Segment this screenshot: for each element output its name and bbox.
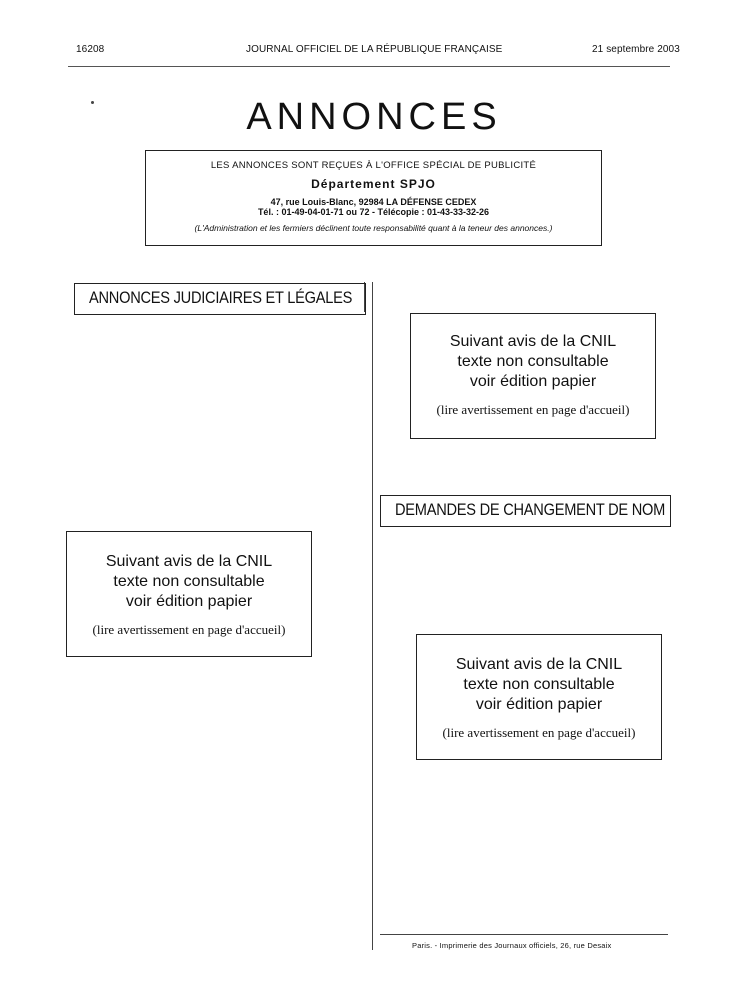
page-title: ANNONCES — [246, 96, 502, 138]
cnil-line-3: voir édition papier — [125, 593, 253, 610]
cnil-line-3: voir édition papier — [475, 696, 603, 713]
issue-date: 21 septembre 2003 — [592, 44, 680, 55]
footer-rule — [380, 934, 668, 935]
header-rule — [68, 66, 670, 67]
column-divider — [372, 282, 373, 950]
disclaimer: (L'Administration et les fermiers déclinent toute responsabilité quant à la teneur des annonces.) — [194, 223, 553, 233]
page-number: 16208 — [76, 44, 105, 55]
journal-title: JOURNAL OFFICIEL DE LA RÉPUBLIQUE FRANÇAISE — [246, 44, 503, 55]
cnil-note: (lire avertissement en page d'accueil) — [436, 402, 630, 417]
cnil-line-2: texte non consultable — [463, 676, 615, 693]
publicity-office-box — [145, 150, 602, 246]
cnil-line-2: texte non consultable — [457, 353, 609, 370]
office-line: LES ANNONCES SONT REÇUES À L'OFFICE SPÉCIAL DE PUBLICITÉ — [210, 160, 537, 171]
department-name: Département SPJO — [311, 177, 436, 191]
office-phone: Tél. : 01-49-04-01-71 ou 72 - Télécopie : 01-43-33-32-26 — [257, 207, 490, 217]
section-heading-label: ANNONCES JUDICIAIRES ET LÉGALES — [89, 288, 353, 307]
office-address: 47, rue Louis-Blanc, 92984 LA DÉFENSE CEDEX — [270, 197, 477, 207]
section-heading-label: DEMANDES DE CHANGEMENT DE NOM — [395, 500, 666, 519]
cnil-notice-box — [410, 313, 656, 439]
cnil-note: (lire avertissement en page d'accueil) — [92, 622, 286, 637]
cnil-line-2: texte non consultable — [113, 573, 265, 590]
cnil-line-1: Suivant avis de la CNIL — [449, 333, 617, 350]
cnil-line-3: voir édition papier — [469, 373, 597, 390]
cnil-line-1: Suivant avis de la CNIL — [105, 553, 273, 570]
cnil-notice-box — [416, 634, 662, 760]
cnil-line-1: Suivant avis de la CNIL — [455, 656, 623, 673]
cnil-note: (lire avertissement en page d'accueil) — [442, 725, 636, 740]
printer-footer: Paris. - Imprimerie des Journaux officiels, 26, rue Desaix — [412, 941, 612, 950]
section-heading-changement-nom — [380, 495, 671, 527]
cnil-notice-box — [66, 531, 312, 657]
section-heading-judiciaires — [74, 283, 366, 315]
